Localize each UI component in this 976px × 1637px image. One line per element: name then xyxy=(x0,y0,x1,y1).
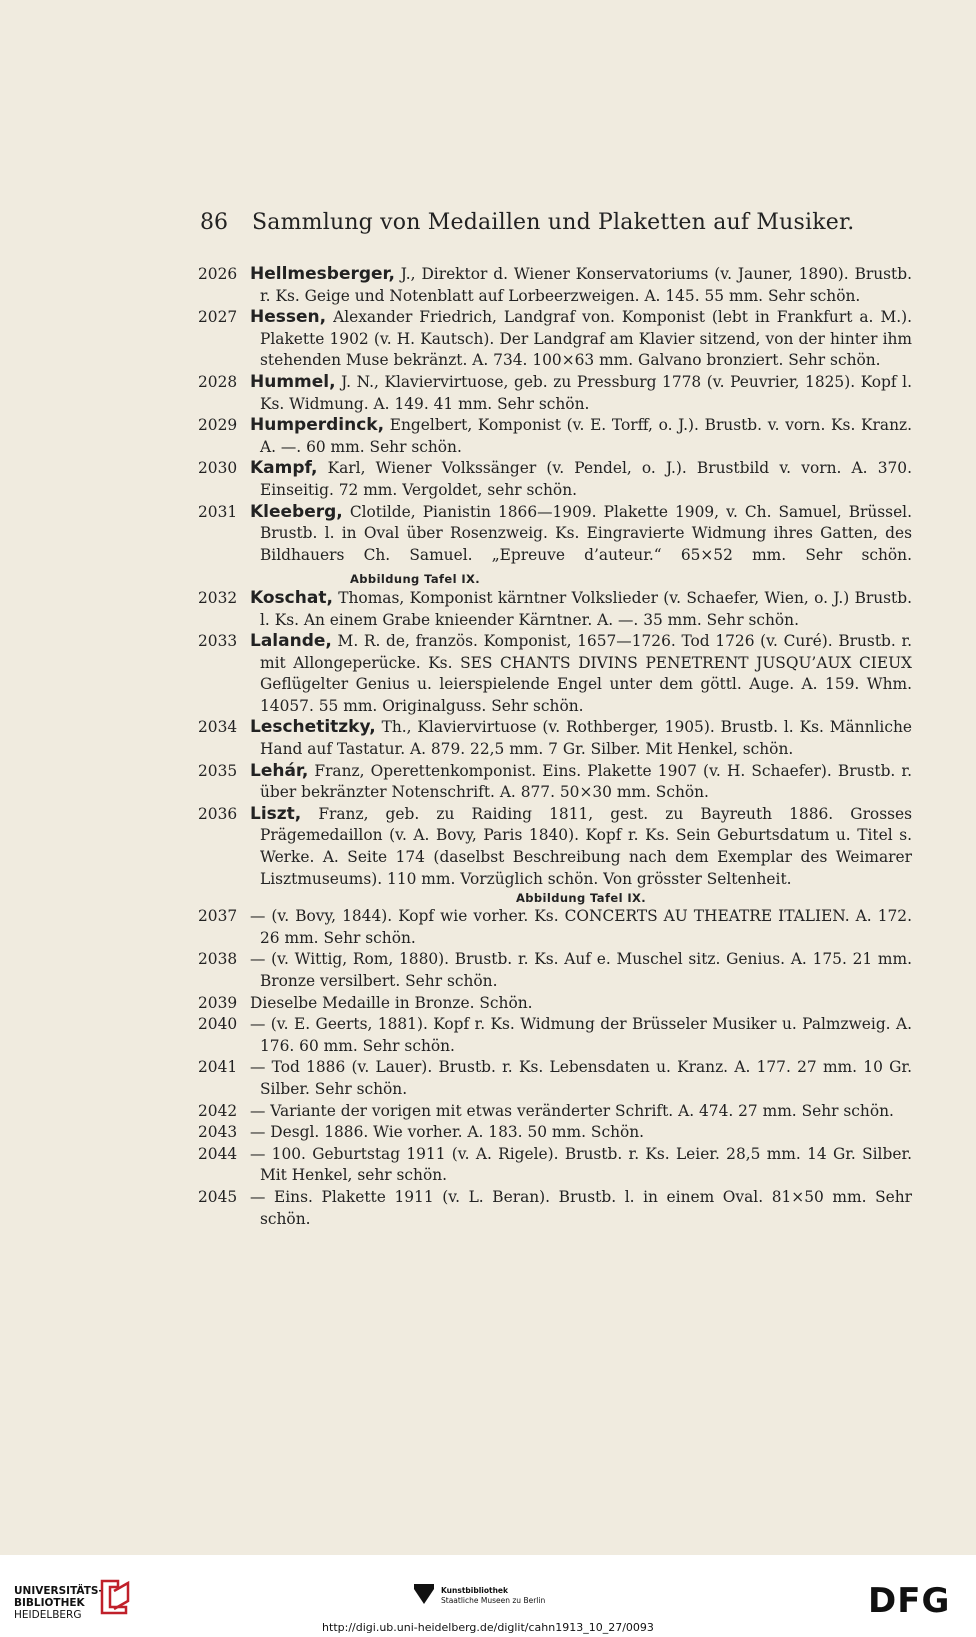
catalog-entry xyxy=(198,1144,912,1187)
page-number: 86 xyxy=(200,210,228,235)
entry-text: Franz, Operettenkomponist. Eins. Plakette 1907 (v. H. Schaefer). Brustb. r. über bekränzter Notenschrift. A. 877. 50×30 mm. Schön. xyxy=(260,761,912,802)
entry-text: Franz, geb. zu Raiding 1811, gest. zu Bayreuth 1886. Grosses Prägemedaillon (v. A. Bovy, Paris 1840). Kopf r. Ks. Sein Geburtsdatum u. Titel s. Werke. A. Seite 174 (daselbst Beschreibung nach dem Exemplar des Weimarer Lisztmuseums). 110 mm. Vorzüglich schön. Von grösster Seltenheit. xyxy=(260,804,912,888)
entry-description xyxy=(250,1101,912,1123)
entry-text: — Desgl. 1886. Wie vorher. A. 183. 50 mm. Schön. xyxy=(250,1123,645,1142)
catalog-entry xyxy=(198,1014,912,1057)
entry-description xyxy=(250,1187,912,1230)
ub-logo-line: HEIDELBERG xyxy=(14,1609,82,1621)
entry-name: Hummel, xyxy=(250,371,336,392)
entry-text: Engelbert, Komponist (v. E. Torff, o. J.). Brustb. v. vorn. Ks. Kranz. A. —. 60 mm. Sehr schön. xyxy=(260,416,912,456)
entry-description xyxy=(250,264,912,307)
entry-number: 2029 xyxy=(198,416,238,435)
entry-description xyxy=(250,717,912,760)
entry-text: — Variante der vorigen mit etwas veränderter Schrift. A. 474. 27 mm. Sehr schön. xyxy=(250,1101,894,1120)
catalog-entry xyxy=(198,502,912,588)
entry-number: 2040 xyxy=(198,1015,238,1034)
page-title: Sammlung von Medaillen und Plaketten auf Musiker. xyxy=(252,210,855,235)
entry-text: — (v. E. Geerts, 1881). Kopf r. Ks. Widmung der Brüsseler Musiker u. Palmzweig. A. 176. 60 mm. Sehr schön. xyxy=(250,1015,912,1055)
catalog-entry xyxy=(198,415,912,458)
entry-description xyxy=(250,631,912,717)
catalog-entry xyxy=(198,264,912,307)
kb-logo-line: Kunstbibliothek xyxy=(441,1586,509,1595)
entry-text: J. N., Klaviervirtuose, geb. zu Pressburg 1778 (v. Peuvrier, 1825). Kopf l. Ks. Widmung. A. 149. 41 mm. Sehr schön. xyxy=(260,372,912,413)
entry-number: 2038 xyxy=(198,950,238,969)
entry-text: J., Direktor d. Wiener Konservatoriums (v. Jauner, 1890). Brustb. r. Ks. Geige und Notenblatt auf Lorbeerzweigen. A. 145. 55 mm. Sehr schön. xyxy=(260,265,912,305)
entry-number: 2039 xyxy=(198,993,238,1012)
catalog-entry xyxy=(198,949,912,992)
catalog-entry xyxy=(198,1057,912,1100)
entry-text: Karl, Wiener Volkssänger (v. Pendel, o. J.). Brustbild v. vorn. A. 370. Einseitig. 72 mm. Vergoldet, sehr schön. xyxy=(260,459,912,499)
entry-number: 2035 xyxy=(198,761,238,780)
plate-reference: Abbildung Tafel IX. xyxy=(350,572,481,587)
entry-name: Liszt, xyxy=(250,803,302,824)
ub-logo-line: BIBLIOTHEK xyxy=(14,1597,85,1609)
entry-name: Humperdinck, xyxy=(250,415,385,436)
plate-reference: Abbildung Tafel IX. xyxy=(515,891,647,906)
entry-text: — 100. Geburtstag 1911 (v. A. Rigele). Brustb. r. Ks. Leier. 28,5 mm. 14 Gr. Silber. Mit Henkel, sehr schön. xyxy=(250,1144,912,1185)
catalog-entry xyxy=(198,372,912,415)
entry-description xyxy=(250,1122,912,1144)
entry-name: Kampf, xyxy=(250,458,318,479)
entry-number: 2032 xyxy=(198,588,238,607)
entry-text: M. R. de, französ. Komponist, 1657—1726. Tod 1726 (v. Curé). Brustb. r. mit Allongeperücke. Ks. SES CHANTS DIVINS PENETRENT JUSQU’AUX CIEUX Geflügelter Genius u. leierspielende Engel unter dem göttl. Auge. A. 159. Whm. 14057. 55 mm. Originalguss. Sehr schön. xyxy=(260,632,912,715)
entry-name: Kleeberg, xyxy=(250,501,343,522)
entry-description xyxy=(250,372,912,415)
entry-text: Clotilde, Pianistin 1866—1909. Plakette 1909, v. Ch. Samuel, Brüssel. Brustb. l. in Oval über Rosenzweig. Ks. Eingravierte Widmung ihres Gatten, des Bildhauers Ch. Samuel. „Epreuve d’auteur.“ 65×52 mm. Sehr schön. xyxy=(260,502,912,564)
entry-number: 2031 xyxy=(198,502,238,521)
entry-number: 2033 xyxy=(198,632,238,651)
kb-logo-line: Staatliche Museen zu Berlin xyxy=(441,1596,546,1605)
entry-name: Koschat, xyxy=(250,587,333,608)
entry-name: Hellmesberger, xyxy=(250,264,395,284)
entry-number: 2034 xyxy=(198,718,238,737)
catalog-entry xyxy=(198,761,912,804)
kunstbibliothek-text xyxy=(441,1586,545,1606)
entry-text: Alexander Friedrich, Landgraf von. Komponist (lebt in Frankfurt a. M.). Plakette 1902 (v. H. Kautsch). Der Landgraf am Klavier sitzend, von der hinter ihm stehenden Muse bekränzt. A. 734. 100×63 mm. Galvano bronziert. Sehr schön. xyxy=(260,308,912,370)
entry-number: 2044 xyxy=(198,1144,238,1163)
ub-emblem-icon xyxy=(98,1579,132,1619)
entry-number: 2042 xyxy=(198,1101,238,1120)
entry-number: 2041 xyxy=(198,1058,238,1077)
entry-description xyxy=(250,307,912,372)
entry-description xyxy=(250,1057,912,1100)
entry-number: 2045 xyxy=(198,1187,238,1206)
entry-number: 2030 xyxy=(198,459,238,478)
entry-number: 2037 xyxy=(198,907,238,926)
catalog-entry xyxy=(198,588,912,631)
entry-number: 2026 xyxy=(198,265,238,283)
page-url[interactable]: http://digi.ub.uni-heidelberg.de/diglit/cahn1913_10_27/0093 xyxy=(322,1621,654,1634)
entry-description xyxy=(250,1014,912,1057)
catalog-entry xyxy=(198,458,912,501)
entry-description xyxy=(250,993,912,1015)
catalog-entry xyxy=(198,717,912,760)
kunstbibliothek-logo[interactable] xyxy=(413,1583,545,1609)
catalog-entry xyxy=(198,307,912,372)
entry-text: Th., Klaviervirtuose (v. Rothberger, 1905). Brustb. l. Ks. Männliche Hand auf Tastatur. A. 879. 22,5 mm. 7 Gr. Silber. Mit Henkel, schön. xyxy=(260,718,912,759)
entry-number: 2027 xyxy=(198,308,238,327)
catalog-entries xyxy=(198,264,912,1230)
entry-description xyxy=(250,1144,912,1187)
entry-text: Dieselbe Medaille in Bronze. Schön. xyxy=(250,993,533,1012)
entry-description xyxy=(250,458,912,501)
entry-name: Lalande, xyxy=(250,631,332,652)
entry-number: 2036 xyxy=(198,804,238,823)
catalog-entry xyxy=(198,1101,912,1123)
catalog-entry xyxy=(198,906,912,949)
catalog-entry xyxy=(198,1187,912,1230)
entry-text: — (v. Bovy, 1844). Kopf wie vorher. Ks. CONCERTS AU THEATRE ITALIEN. A. 172. 26 mm. Sehr schön. xyxy=(250,907,912,947)
catalog-entry xyxy=(198,631,912,717)
entry-number: 2043 xyxy=(198,1123,238,1142)
catalog-entry xyxy=(198,993,912,1015)
entry-description xyxy=(250,588,912,631)
entry-text: — Eins. Plakette 1911 (v. L. Beran). Brustb. l. in einem Oval. 81×50 mm. Sehr schön. xyxy=(250,1187,912,1228)
catalog-entry xyxy=(198,804,912,890)
kunstbibliothek-icon xyxy=(413,1583,435,1609)
ub-heidelberg-logo[interactable] xyxy=(14,1585,103,1621)
catalog-entry xyxy=(198,1122,912,1144)
page-header xyxy=(200,210,855,235)
entry-name: Lehár, xyxy=(250,760,309,781)
entry-description xyxy=(250,502,912,588)
entry-description xyxy=(250,804,912,890)
entry-text: Thomas, Komponist kärntner Volkslieder (v. Schaefer, Wien, o. J.) Brustb. l. Ks. An einem Grabe knieender Kärntner. A. —. 35 mm. Sehr schön. xyxy=(260,588,912,629)
entry-text: — Tod 1886 (v. Lauer). Brustb. r. Ks. Lebensdaten u. Kranz. A. 177. 27 mm. 10 Gr. Silber. Sehr schön. xyxy=(250,1058,912,1098)
entry-name: Hessen, xyxy=(250,307,327,328)
entry-name: Leschetitzky, xyxy=(250,717,376,738)
entry-description xyxy=(250,761,912,804)
ub-logo-line: UNIVERSITÄTS- xyxy=(14,1585,103,1597)
entry-description xyxy=(250,415,912,458)
entry-description xyxy=(250,906,912,949)
dfg-logo[interactable]: DFG xyxy=(868,1581,951,1621)
entry-number: 2028 xyxy=(198,372,238,391)
entry-text: — (v. Wittig, Rom, 1880). Brustb. r. Ks. Auf e. Muschel sitz. Genius. A. 175. 21 mm. Bronze versilbert. Sehr schön. xyxy=(250,950,912,990)
entry-description xyxy=(250,949,912,992)
footer-bar xyxy=(0,1555,976,1637)
